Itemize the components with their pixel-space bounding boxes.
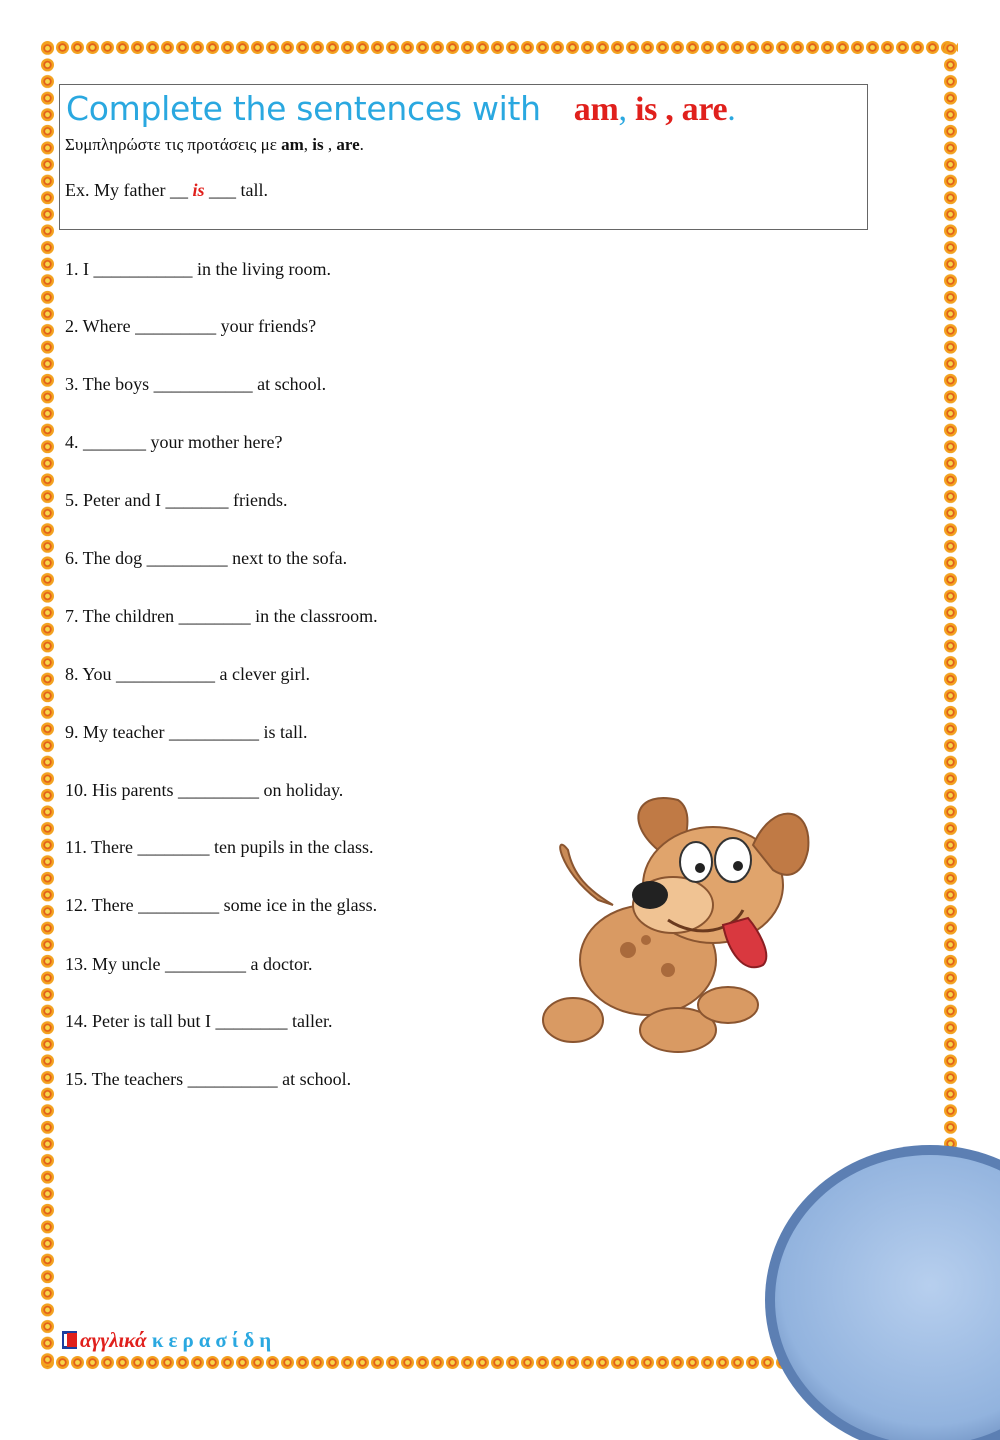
exercise-item-2: 2. Where _________ your friends?: [65, 316, 317, 336]
exercise-item-15: 15. The teachers __________ at school.: [65, 1069, 352, 1089]
subtitle-is: is: [312, 135, 324, 154]
brand-footer: [62, 1328, 276, 1353]
exercise-item-10: 10. His parents _________ on holiday.: [65, 780, 344, 800]
exercise-item-4: 4. _______ your mother here?: [65, 432, 283, 452]
exercise-item-6: 6. The dog _________ next to the sofa.: [65, 548, 348, 568]
subtitle-are: are: [336, 135, 360, 154]
exercise-item-11: 11. There ________ ten pupils in the class.: [65, 837, 374, 857]
worksheet-title: [66, 89, 736, 129]
title-word-is: is: [634, 91, 658, 128]
exercise-item-12: 12. There _________ some ice in the glass.: [65, 895, 378, 915]
example-suffix: ___ tall.: [204, 180, 268, 200]
exercise-item-9: 9. My teacher __________ is tall.: [65, 722, 308, 742]
exercise-item-13: 13. My uncle _________ a doctor.: [65, 954, 313, 974]
brand-name-red: αγγλικά: [80, 1328, 147, 1352]
title-word-am: am: [573, 91, 619, 128]
title-prefix: Complete the sentences with: [66, 89, 541, 128]
exercise-item-8: 8. You ___________ a clever girl.: [65, 664, 310, 684]
exercise-item-5: 5. Peter and I _______ friends.: [65, 490, 288, 510]
exercise-item-7: 7. The children ________ in the classroom.: [65, 606, 378, 626]
subtitle-sep1: ,: [303, 135, 313, 154]
greek-instructions: [65, 135, 364, 155]
title-word-are: are: [681, 91, 728, 128]
example-answer: is: [192, 180, 205, 200]
brand-name-cyan: κερασίδη: [151, 1328, 277, 1352]
example-sentence: [65, 180, 268, 201]
exercise-item-1: 1. I ___________ in the living room.: [65, 259, 331, 279]
instructions-box: [59, 84, 868, 230]
blue-circle-decoration: [760, 1140, 1000, 1440]
exercise-item-14: 14. Peter is tall but I ________ taller.: [65, 1011, 333, 1031]
subtitle-am: am: [281, 135, 304, 154]
title-sep2: ,: [657, 91, 674, 128]
cartoon-dog-icon: [528, 790, 813, 1065]
flower-border-top: [40, 40, 958, 55]
title-sep1: ,: [618, 91, 627, 128]
subtitle-prefix: Συμπληρώστε τις προτάσεις με: [65, 135, 282, 154]
subtitle-end: .: [359, 135, 364, 154]
title-end: .: [727, 91, 736, 128]
flower-border-left: [40, 40, 55, 1370]
example-prefix: Ex. My father __: [65, 180, 193, 200]
brand-logo-icon: [62, 1331, 77, 1349]
subtitle-sep2: ,: [323, 135, 337, 154]
exercise-item-3: 3. The boys ___________ at school.: [65, 374, 327, 394]
